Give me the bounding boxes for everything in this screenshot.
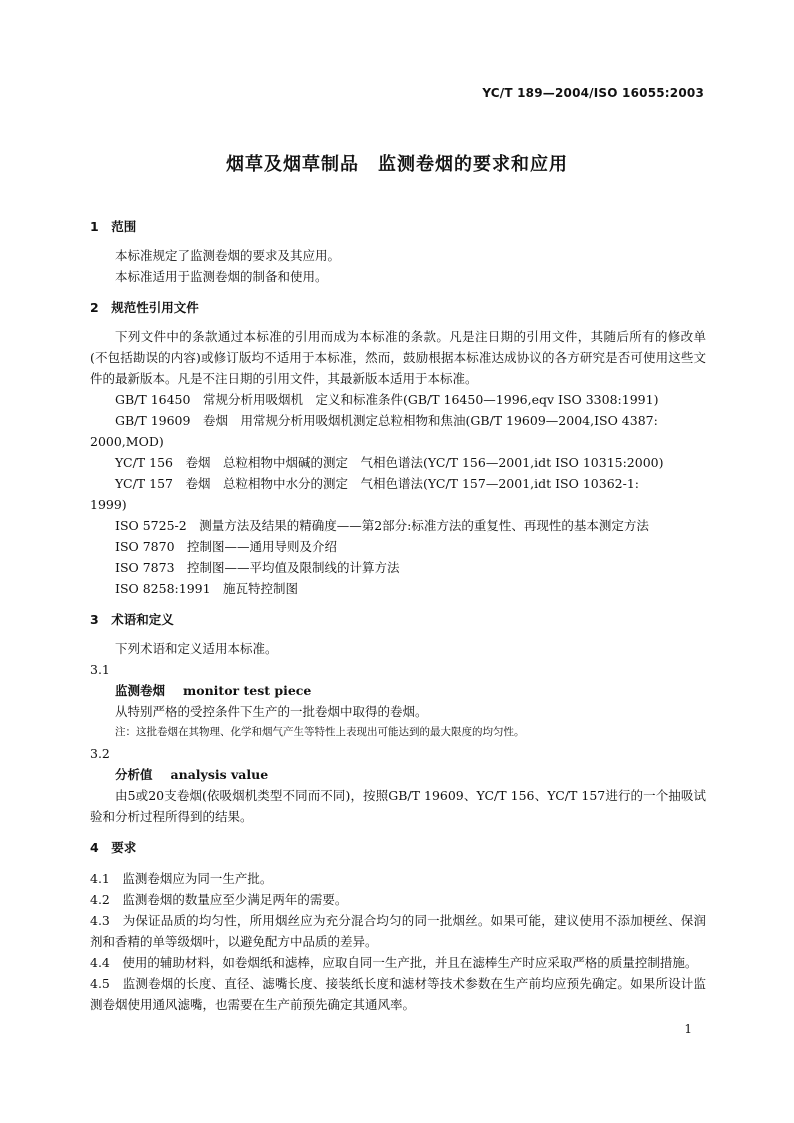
section-heading-scope: 1 范围: [90, 219, 137, 234]
document-body: [90, 216, 706, 1015]
reference-item: ISO 7873 控制图——平均值及限制线的计算方法: [115, 560, 400, 575]
requirement-item: 4.5 监测卷烟的长度、直径、滤嘴长度、接装纸长度和滤材等技术参数在生产前均应预先确定。如果所设计监测卷烟使用通风滤嘴，也需要在生产前预先确定其通风率。: [90, 976, 706, 1012]
requirement-item: 4.3 为保证品质的均匀性，所用烟丝应为充分混合均匀的同一批烟丝。如果可能，建议使用不添加梗丝、保润剂和香精的单等级烟叶，以避免配方中品质的差异。: [90, 913, 706, 949]
term-definition: 从特别严格的受控条件下生产的一批卷烟中取得的卷烟。: [115, 704, 428, 719]
reference-item: ISO 7870 控制图——通用导则及介绍: [115, 539, 338, 554]
reference-item: GB/T 19609 卷烟 用常规分析用吸烟机测定总粒相物和焦油(GB/T 19609—2004,ISO 4387:: [115, 413, 658, 428]
term-en: analysis value: [170, 767, 269, 782]
scope-paragraph-1: 本标准规定了监测卷烟的要求及其应用。: [115, 248, 341, 263]
reference-item-continued: 1999): [90, 497, 127, 512]
reference-item: ISO 8258:1991 施瓦特控制图: [115, 581, 299, 596]
term-title: [90, 680, 706, 701]
reference-item: YC/T 157 卷烟 总粒相物中水分的测定 气相色谱法(YC/T 157—2001,idt ISO 10362-1:: [115, 476, 639, 491]
requirement-item: 4.1 监测卷烟应为同一生产批。: [90, 871, 273, 886]
reference-item: ISO 5725-2 测量方法及结果的精确度——第2部分:标准方法的重复性、再现性的基本测定方法: [115, 518, 649, 533]
reference-item-continued: 2000,MOD): [90, 434, 164, 449]
term-title: [90, 764, 706, 785]
page-title: 烟草及烟草制品 监测卷烟的要求和应用: [226, 154, 568, 175]
term-zh: 分析值: [115, 767, 153, 782]
reference-item: YC/T 156 卷烟 总粒相物中烟碱的测定 气相色谱法(YC/T 156—2001,idt ISO 10315:2000): [115, 455, 664, 470]
references-intro: 下列文件中的条款通过本标准的引用而成为本标准的条款。凡是注日期的引用文件，其随后所有的修改单(不包括勘误的内容)或修订版均不适用于本标准，然而，鼓励根据本标准达成协议的各方研究是否可使用这些文件的最新版本。凡是不注日期的引用文件，其最新版本适用于本标准。: [90, 329, 706, 386]
term-number: 3.1: [90, 662, 110, 677]
requirement-item: 4.4 使用的辅助材料，如卷烟纸和滤棒，应取自同一生产批，并且在滤棒生产时应采取严格的质量控制措施。: [90, 955, 698, 970]
terms-intro: 下列术语和定义适用本标准。: [115, 641, 278, 656]
term-en: monitor test piece: [183, 683, 312, 698]
standard-code: YC/T 189—2004/ISO 16055:2003: [482, 86, 704, 100]
scope-paragraph-2: 本标准适用于监测卷烟的制备和使用。: [115, 269, 328, 284]
term-definition: 由5或20支卷烟(依吸烟机类型不同而不同)，按照GB/T 19609、YC/T 156、YC/T 157进行的一个抽吸试验和分析过程所得到的结果。: [90, 788, 706, 824]
term-zh: 监测卷烟: [115, 683, 166, 698]
reference-item: GB/T 16450 常规分析用吸烟机 定义和标准条件(GB/T 16450—1996,eqv ISO 3308:1991): [115, 392, 659, 407]
page-number: 1: [684, 1022, 692, 1036]
requirement-item: 4.2 监测卷烟的数量应至少满足两年的需要。: [90, 892, 348, 907]
section-heading-references: 2 规范性引用文件: [90, 300, 199, 315]
term-note: 注：这批卷烟在其物理、化学和烟气产生等特性上表现出可能达到的最大限度的均匀性。: [115, 726, 525, 738]
section-heading-terms: 3 术语和定义: [90, 612, 174, 627]
section-heading-requirements: 4 要求: [90, 840, 137, 855]
term-number: 3.2: [90, 746, 110, 761]
